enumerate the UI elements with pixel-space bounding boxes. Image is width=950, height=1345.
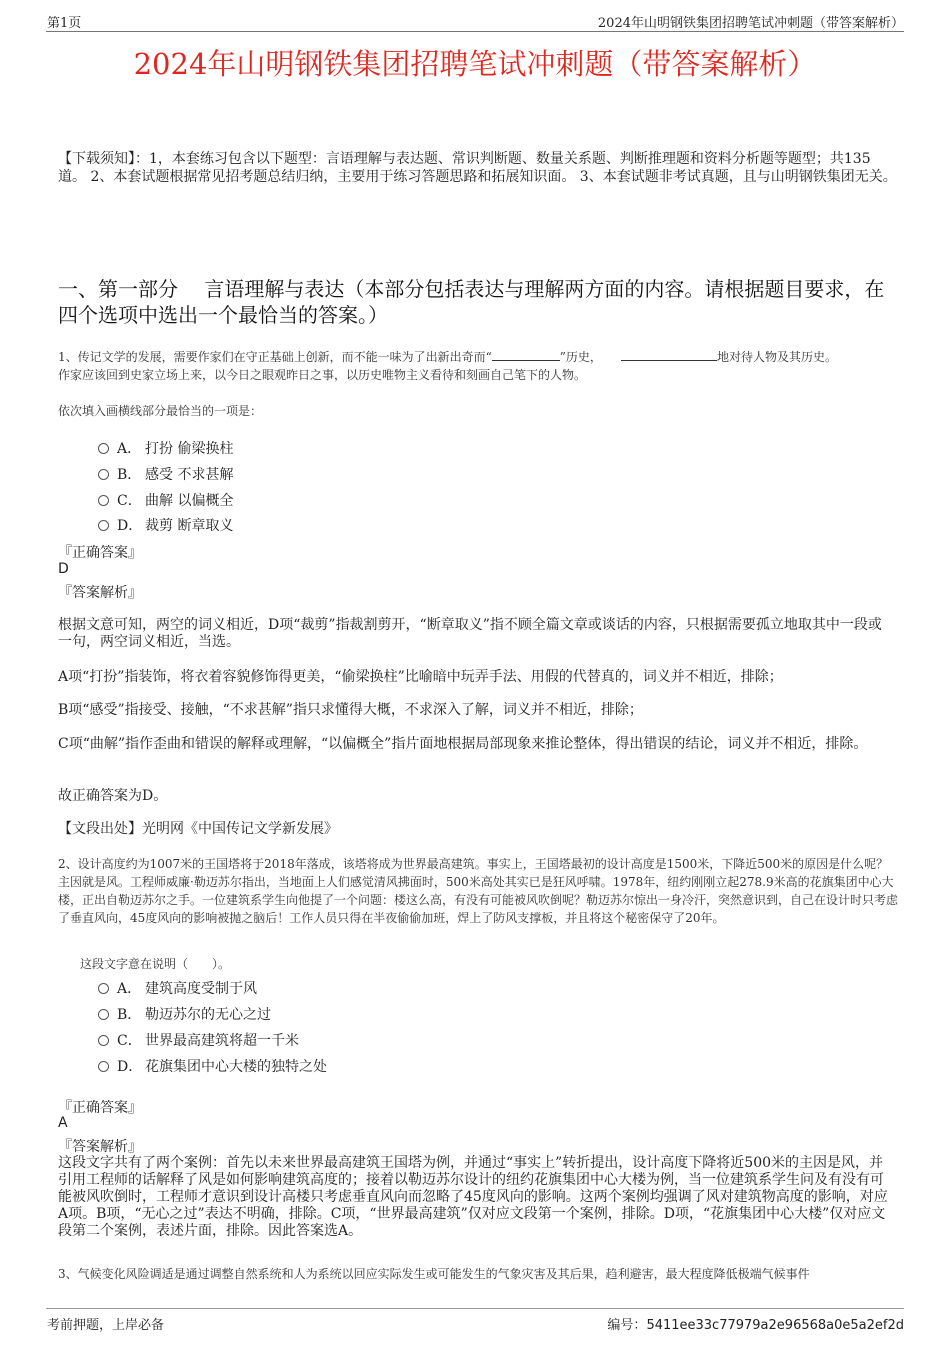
q1-analysis-para: A项“打扮”指装饰，将衣着容貌修饰得更美，“偷梁换柱”比喻暗中玩弄手法、用假的代替真的，词义并不相近，排除； <box>58 669 783 685</box>
q1-text-part2: ”历史， <box>559 350 602 364</box>
radio-icon[interactable] <box>98 469 109 480</box>
q2-answer-label: 『正确答案』 <box>58 1100 142 1116</box>
q1-analysis-para: 根据文意可知，两空的词义相近，D项“裁剪”指裁割剪开，“断章取义”指不顾全篇文章或谈话的内容，只根据需要孤立地取其中一段或一句，两空词义相近，当选。 <box>58 617 882 650</box>
radio-icon[interactable] <box>98 520 109 531</box>
q2-option-c[interactable]: C． 世界最高建筑将超一千米 <box>98 1030 299 1050</box>
q1-blank-2 <box>621 348 717 361</box>
question-1-stem <box>58 348 898 384</box>
radio-icon[interactable] <box>98 1061 109 1072</box>
q2-option-d[interactable]: D． 花旗集团中心大楼的独特之处 <box>98 1056 327 1076</box>
q1-analysis-label: 『答案解析』 <box>58 585 142 601</box>
q1-option-b[interactable]: B． 感受 不求甚解 <box>98 464 233 484</box>
page-number: 第1页 <box>47 16 82 31</box>
footer-divider <box>46 1308 904 1309</box>
q1-analysis-para: B项“感受”指接受、接触，“不求甚解”指只求懂得大概，不求深入了解，词义并不相近，排除； <box>58 702 643 718</box>
footer-code <box>607 1314 904 1333</box>
footer-code-label: 编号： <box>607 1318 647 1333</box>
radio-icon[interactable] <box>98 495 109 506</box>
q1-option-d[interactable]: D． 裁剪 断章取义 <box>98 515 233 535</box>
question-3-stem: 3、气候变化风险调适是通过调整自然系统和人为系统以回应实际发生或可能发生的气象灾害及其后果，趋利避害，最大程度降低极端气候事件 <box>58 1267 810 1281</box>
q2-option-b[interactable]: B． 勒迈苏尔的无心之过 <box>98 1004 271 1024</box>
q1-text-part1: 1、传记文学的发展，需要作家们在守正基础上创新，而不能一味为了出新出奇而“ <box>58 350 492 364</box>
q1-prompt: 依次填入画横线部分最恰当的一项是： <box>58 404 263 418</box>
footer-slogan: 考前押题，上岸必备 <box>47 1318 165 1333</box>
header-divider <box>46 31 904 32</box>
radio-icon[interactable] <box>98 983 109 994</box>
q1-text-line2: 作家应该回到史家立场上来，以今日之眼观昨日之事，以历史唯物主义看待和刻画自己笔下的人物。 <box>58 368 587 382</box>
q1-option-a[interactable]: A． 打扮 偷梁换柱 <box>98 438 233 458</box>
q1-text-part3: 地对待人物及其历史。 <box>717 350 838 364</box>
q2-analysis: 这段文字共有了两个案例：首先以未来世界最高建筑王国塔为例，并通过“事实上”转折提出，设计高度下降将近500米的主因是风，并引用工程师的话解释了风是如何影响建筑高度的；接着以勒迈苏尔设计的纽约花旗集团中心大楼为例，当一位建筑系学生问及有没有可能被风吹倒时，工程师才意识到设计高楼只考虑垂直风向而忽略了45度风向的影响。这两个案例均强调了风对建筑物高度的影响，对应A项。B项，“无心之过”表达不明确，排除。C项，“世界最高建筑”仅对应文段第一个案例，排除。D项，“花旗集团中心大楼”仅对应文段第二个案例，表述片面，排除。因此答案选A。 <box>58 1155 888 1239</box>
q1-answer: D <box>58 561 69 577</box>
header-doc-title: 2024年山明钢铁集团招聘笔试冲刺题（带答案解析） <box>597 16 904 31</box>
q1-answer-label: 『正确答案』 <box>58 545 142 561</box>
q1-blank-1 <box>492 348 560 361</box>
question-2-stem: 2、设计高度约为1007米的王国塔将于2018年落成，该塔将成为世界最高建筑。事实上，王国塔最初的设计高度是1500米，下降近500米的原因是什么呢？主因就是风。工程师威廉·勒迈苏尔指出，当地面上人们感觉清风拂面时，500米高处其实已是狂风呼啸。1978年，纽约刚刚立起278.9米高的花旗集团中心大楼，正出自勒迈苏尔之手。一位建筑系学生向他提了一个问题：楼这么高，有没有可能被风吹倒呢？勒迈苏尔惊出一身冷汗，突然意识到，自己在设计时只考虑了垂直风向，45度风向的影响被抛之脑后！工作人员只得在半夜偷偷加班，焊上了防风支撑板，并且将这个秘密保守了20年。 <box>58 857 899 925</box>
q1-option-c[interactable]: C． 曲解 以偏概全 <box>98 490 233 510</box>
q2-analysis-label: 『答案解析』 <box>58 1139 142 1155</box>
q2-option-a[interactable]: A． 建筑高度受制于风 <box>98 978 257 998</box>
download-notice: 【下载须知】：1，本套练习包含以下题型：言语理解与表达题、常识判断题、数量关系题、判断推理题和资料分析题等题型；共135道。 2、本套试题根据常见招考题总结归纳，主要用于练习答题思路和拓展知识面。 3、本套试题非考试真题，且与山明钢铁集团无关。 <box>58 151 897 185</box>
q1-source: 【文段出处】光明网《中国传记文学新发展》 <box>58 821 338 837</box>
section-heading: 一、第一部分 言语理解与表达（本部分包括表达与理解两方面的内容。请根据题目要求，在四个选项中选出一个最恰当的答案。） <box>58 277 885 327</box>
q1-analysis-para: 故正确答案为D。 <box>58 788 168 804</box>
radio-icon[interactable] <box>98 1009 109 1020</box>
page-title: 2024年山明钢铁集团招聘笔试冲刺题（带答案解析） <box>133 47 817 81</box>
q2-prompt: 这段文字意在说明（ ）。 <box>80 957 231 971</box>
radio-icon[interactable] <box>98 1035 109 1046</box>
q1-analysis-para: C项“曲解”指作歪曲和错误的解释或理解，“以偏概全”指片面地根据局部现象来推论整体，得出错误的结论，词义并不相近，排除。 <box>58 736 868 752</box>
footer-code-value: 5411ee33c77979a2e96568a0e5a2ef2d <box>646 1318 904 1333</box>
radio-icon[interactable] <box>98 443 109 454</box>
q2-answer: A <box>58 1115 68 1131</box>
